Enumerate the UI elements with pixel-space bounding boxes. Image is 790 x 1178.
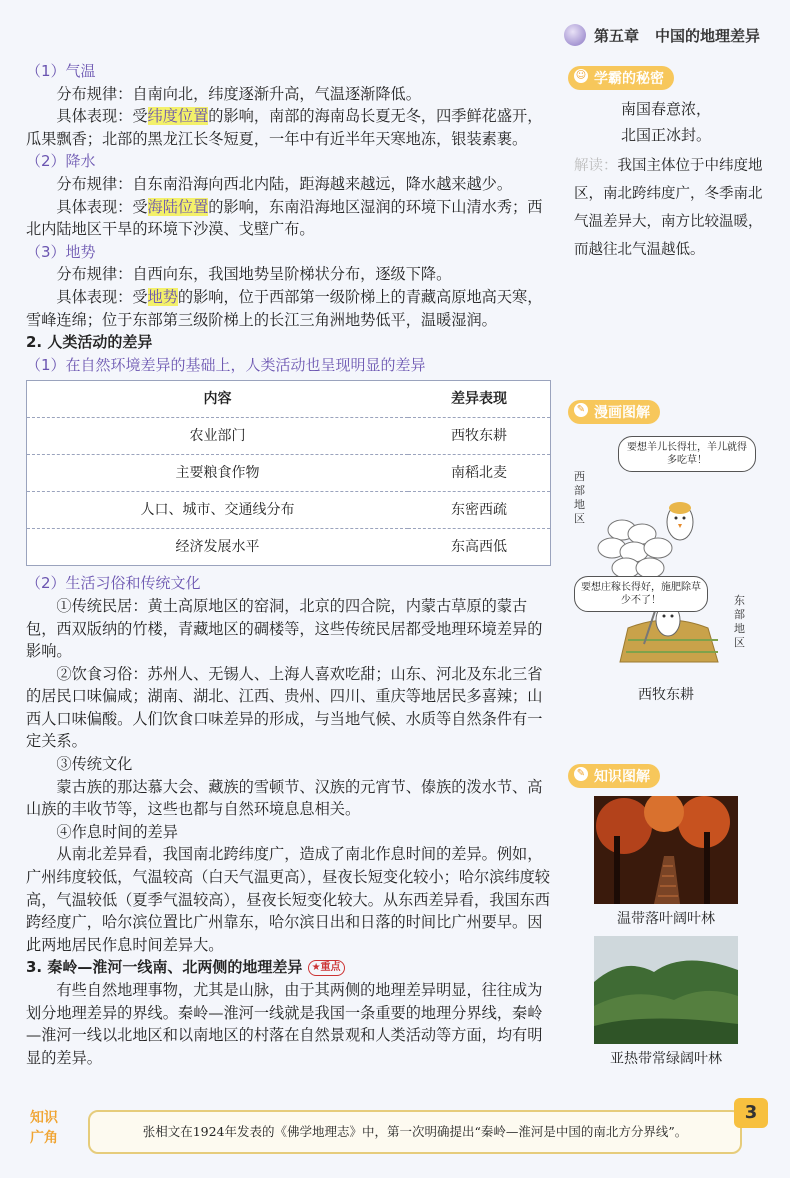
terrain-detail	[26, 286, 554, 331]
terrain-rule: 分布规律：自西向东，我国地势呈阶梯状分布，逐级下降。	[56, 265, 452, 284]
secret-verse	[568, 96, 764, 148]
rain-detail-post: 的影响，东南沿海地区湿润的环境下山清水秀；西北内陆地区干旱的环境下沙漠、戈壁广布。	[26, 197, 543, 239]
schedule-heading: ④作息时间的差异	[56, 822, 178, 841]
table-row	[27, 492, 551, 529]
table-header: 内容	[203, 391, 232, 408]
east-region-label: 东部地区	[734, 594, 745, 649]
table-row	[27, 455, 551, 492]
table-header: 差异表现	[450, 391, 507, 408]
knowledge-icon: ✎	[574, 767, 588, 781]
terrain-title: （3）地势	[26, 242, 96, 261]
rain-detail-pre: 具体表现：受	[56, 197, 148, 216]
table-cell: 南稻北麦	[408, 455, 551, 492]
sheep-flock	[598, 520, 672, 578]
secret-explanation	[568, 152, 764, 264]
culture-heading: ③传统文化	[56, 755, 133, 774]
main-content	[26, 60, 554, 1069]
student-icon: ☺	[575, 70, 587, 81]
knowledge-tag-label: 知识图解	[594, 769, 650, 785]
secret-line2: 北国正冰封。	[620, 126, 711, 144]
shepherd-character	[667, 502, 693, 540]
table-row	[27, 529, 551, 566]
qinling-heading	[26, 956, 554, 979]
chapter-title: 中国的地理差异	[654, 26, 760, 45]
secret-body: 我国主体位于中纬度地区，南北跨纬度广，冬季南北气温差异大，南方比较温暖，而越往北气温越低。	[574, 158, 763, 258]
sidebar-knowledge	[568, 764, 764, 1068]
secret-tag	[568, 66, 674, 90]
secret-label: 解读：	[574, 158, 618, 174]
terrain-detail-post: 的影响，位于西部第一级阶梯上的青藏高原地高天寒，雪峰连绵；位于东部第三级阶梯上的长江三角洲地势低平，温暖湿润。	[26, 287, 543, 329]
human-heading: 2. 人类活动的差异	[26, 333, 153, 352]
temperate-forest-caption: 温带落叶阔叶林	[617, 911, 715, 927]
cartoon-caption: 西牧东耕	[638, 687, 694, 703]
chapter-header	[564, 24, 760, 46]
chapter-number: 第五章	[593, 26, 639, 45]
terrain-detail-pre: 具体表现：受	[56, 287, 148, 306]
terrain-highlight: 地势	[147, 287, 178, 306]
rain-title: （2）降水	[26, 152, 96, 171]
qinling-heading-text: 3. 秦岭—淮河一线南、北两侧的地理差异	[26, 958, 303, 977]
table-cell: 东高西低	[408, 529, 551, 566]
rain-highlight: 海陆位置	[147, 197, 209, 216]
table-cell: 经济发展水平	[27, 529, 408, 566]
temp-highlight: 纬度位置	[147, 107, 209, 126]
knowledge-corner-label: 知识广角	[30, 1110, 58, 1146]
rain-detail	[26, 196, 554, 241]
diet-paragraph: ②饮食习俗：苏州人、无锡人、上海人喜欢吃甜；山东、河北及东北三省的居民口味偏咸；湖南、湖北、江西、贵州、四川、重庆等地居民多喜辣；山西人口味偏酸。人们饮食口味差异的形成，与当地气候、水质等自然条件有一定关系。	[26, 664, 543, 751]
cartoon-tag	[568, 400, 660, 424]
culture-paragraph: 蒙古族的那达慕大会、藏族的雪顿节、汉族的元宵节、傣族的泼水节、高山族的丰收节等，这些也都与自然环境息息相关。	[26, 777, 543, 819]
speech-bubble-east: 要想庄稼长得好，施肥除草少不了！	[574, 576, 708, 612]
table-cell: 主要粮食作物	[27, 455, 408, 492]
chapter-dot-icon	[564, 24, 586, 46]
subtropical-forest-photo	[594, 936, 738, 1044]
table-cell: 人口、城市、交通线分布	[27, 492, 408, 529]
knowledge-tag	[568, 764, 660, 788]
west-region-label: 西部地区	[574, 470, 585, 525]
page-number: 3	[734, 1098, 768, 1128]
table-cell: 东密西疏	[408, 492, 551, 529]
cartoon-illustration	[568, 430, 764, 680]
temp-detail	[26, 105, 554, 150]
human-sub1: （1）在自然环境差异的基础上，人类活动也呈现明显的差异	[26, 355, 426, 374]
rain-rule: 分布规律：自东南沿海向西北内陆，距海越来越远，降水越来越少。	[56, 174, 513, 193]
knowledge-corner-text: 张相文在1924年发表的《佛学地理志》中，第一次明确提出“秦岭—淮河是中国的南北方分界线”。	[88, 1110, 742, 1154]
key-point-badge: ★重点	[308, 960, 345, 976]
table-row	[27, 418, 551, 455]
temp-title: （1）气温	[26, 62, 96, 80]
sidebar-cartoon	[568, 400, 764, 704]
schedule-paragraph: 从南北差异看，我国南北跨纬度广，造成了南北作息时间的差异。例如，广州纬度较低，气温较高（白天气温更高），昼夜长短变化较小；哈尔滨纬度较高，气温较低（夏季气温较高），昼夜长短变化较大。从东西差异看，我国东西跨经度广，哈尔滨位置比广州靠东，哈尔滨日出和日落的时间比广州要早。因此两地居民作息时间差异大。	[26, 845, 550, 954]
table-cell: 农业部门	[27, 418, 408, 455]
secret-line1: 南国春意浓，	[620, 100, 711, 118]
sidebar-secret	[568, 66, 764, 264]
secret-tag-label: 学霸的秘密	[594, 71, 664, 87]
table-cell: 西牧东耕	[408, 418, 551, 455]
temp-detail-pre: 具体表现：受	[56, 107, 148, 126]
human-sub2: （2）生活习俗和传统文化	[26, 574, 201, 593]
temp-rule: 分布规律：自南向北，纬度逐渐升高，气温逐渐降低。	[56, 84, 421, 103]
footer	[30, 1104, 760, 1156]
qinling-paragraph: 有些自然地理事物，尤其是山脉，由于其两侧的地理差异明显，往往成为划分地理差异的界线。秦岭—淮河一线就是我国一条重要的地理分界线，秦岭—淮河一线以北地区和以南地区的村落在自然景观和人类活动等方面，均有明显的差异。	[26, 981, 543, 1067]
table-header-row	[27, 381, 551, 418]
comic-icon: ✎	[574, 403, 588, 417]
cartoon-tag-label: 漫画图解	[594, 405, 650, 421]
dwelling-paragraph: ①传统民居：黄土高原地区的窑洞，北京的四合院，内蒙古草原的蒙古包，西双版纳的竹楼，青藏地区的碉楼等，这些传统民居都受地理环境差异的影响。	[26, 596, 543, 661]
subtropical-forest-caption: 亚热带常绿阔叶林	[610, 1051, 722, 1067]
temperate-forest-photo	[594, 796, 738, 904]
difference-table	[26, 380, 551, 566]
temp-detail-post: 的影响，南部的海南岛长夏无冬，四季鲜花盛开，瓜果飘香；北部的黑龙江长冬短夏，一年中有近半年天寒地冻，银装素裹。	[26, 107, 543, 148]
speech-bubble-west: 要想羊儿长得壮，羊儿就得多吃草！	[618, 436, 756, 472]
